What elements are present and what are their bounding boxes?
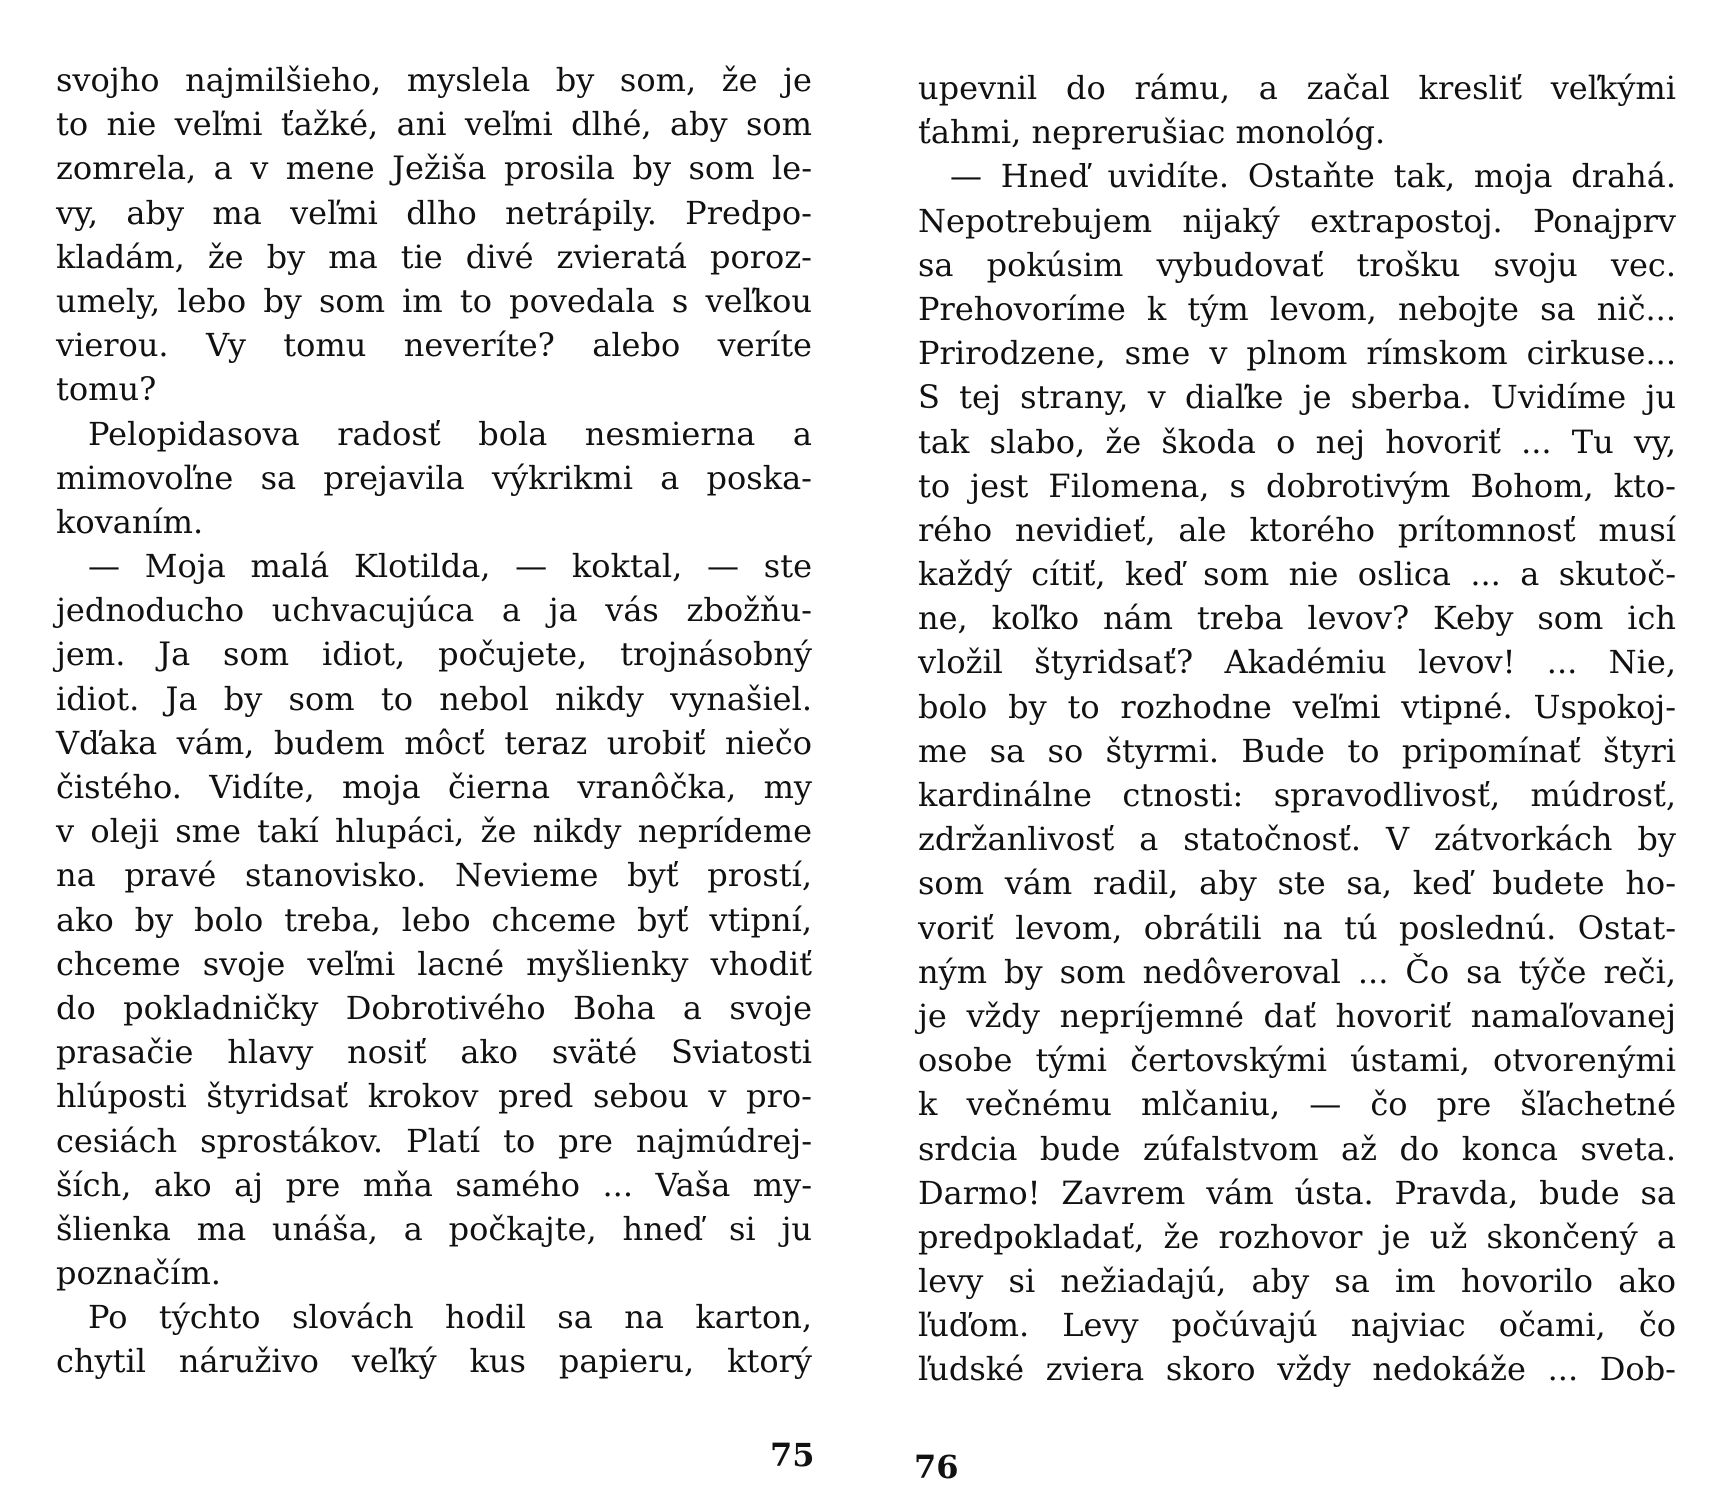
text-line: — Moja malá Klotilda, — koktal, — ste	[88, 547, 812, 586]
text-line: chytil náruživo veľký kus papieru, ktorý	[56, 1342, 812, 1381]
text-line: ších, ako aj pre mňa samého ... Vaša my-	[56, 1165, 812, 1204]
text-line: tak slabo, že škoda o nej hovoriť ... Tu vy,	[918, 422, 1676, 461]
text-line: S tej strany, v diaľke je sberba. Uvidíme ju	[918, 378, 1676, 417]
text-line: rého nevidieť, ale ktorého prítomnosť musí	[918, 510, 1676, 549]
text-line: Pelopidasova radosť bola nesmierna a	[88, 414, 812, 453]
page-number-right: 76	[914, 1448, 959, 1486]
right-page-text	[918, 66, 1676, 1392]
text-line: ným by som nedôveroval ... Čo sa týče reči,	[918, 952, 1676, 991]
text-line: idiot. Ja by som to nebol nikdy vynašiel.	[56, 679, 812, 718]
text-line: voriť levom, obrátili na tú poslednú. Ostat-	[918, 908, 1676, 947]
text-line: Prirodzene, sme v plnom rímskom cirkuse...	[918, 334, 1676, 373]
text-line: Darmo! Zavrem vám ústa. Pravda, bude sa	[918, 1173, 1676, 1212]
text-line: jednoducho uchvacujúca a ja vás zbožňu-	[56, 591, 812, 630]
text-line: Po týchto slovách hodil sa na karton,	[88, 1298, 812, 1337]
text-line: jem. Ja som idiot, počujete, trojnásobný	[56, 635, 812, 674]
text-line: — Hneď uvidíte. Ostaňte tak, moja drahá.	[950, 157, 1676, 196]
text-line: v oleji sme takí hlupáci, že nikdy neprídeme	[56, 812, 812, 851]
text-line: čistého. Vidíte, moja čierna vranôčka, my	[56, 768, 812, 806]
text-line: chceme svoje veľmi lacné myšlienky vhodiť	[56, 944, 812, 983]
text-line: zdržanlivosť a statočnosť. V zátvorkách by	[918, 820, 1676, 859]
text-line: prasačie hlavy nosiť ako sväté Sviatosti	[56, 1033, 812, 1072]
text-line: vy, aby ma veľmi dlho netrápily. Predpo-	[56, 193, 812, 232]
text-line: zomrela, a v mene Ježiša prosila by som le-	[56, 149, 812, 188]
text-line: je vždy nepríjemné dať hovoriť namaľovanej	[918, 996, 1676, 1035]
text-line: Prehovoríme k tým levom, nebojte sa nič...	[918, 289, 1676, 328]
text-line: srdcia bude zúfalstvom až do konca sveta.	[918, 1129, 1676, 1168]
text-line: mimovoľne sa prejavila výkrikmi a poska-	[56, 458, 812, 497]
text-line: cesiách sprostákov. Platí to pre najmúdrej-	[56, 1121, 812, 1160]
text-line: vložil štyridsať? Akadémiu levov! ... Nie,	[918, 643, 1676, 682]
text-line: osobe tými čertovskými ústami, otvorenými	[918, 1041, 1676, 1080]
text-line: to nie veľmi ťažké, ani veľmi dlhé, aby som	[56, 105, 812, 144]
text-line: ľudské zviera skoro vždy nedokáže ... Dob-	[918, 1350, 1676, 1389]
text-line: bolo by to rozhodne veľmi vtipné. Uspokoj-	[918, 687, 1676, 726]
text-line: ne, koľko nám treba levov? Keby som ich	[918, 599, 1676, 638]
text-line: k večnému mlčaniu, — čo pre šľachetné	[918, 1085, 1676, 1124]
text-line: Vďaka vám, budem môcť teraz urobiť niečo	[56, 723, 812, 762]
text-line: kladám, že by ma tie divé zvieratá poroz-	[56, 237, 812, 276]
text-line: ťahmi, neprerušiac monológ.	[918, 113, 1386, 152]
text-line: levy si nežiadajú, aby sa im hovorilo ako	[918, 1262, 1676, 1301]
text-line: šlienka ma unáša, a počkajte, hneď si ju	[56, 1209, 812, 1248]
text-line: me sa so štyrmi. Bude to pripomínať štyri	[918, 731, 1676, 770]
page-number-left: 75	[770, 1436, 815, 1474]
text-line: poznačím.	[56, 1254, 221, 1293]
left-page-text	[56, 58, 812, 1384]
text-line: na pravé stanovisko. Nevieme byť prostí,	[56, 856, 812, 895]
text-line: umely, lebo by som im to povedala s veľkou	[56, 281, 812, 320]
text-line: to jest Filomena, s dobrotivým Bohom, kto-	[918, 466, 1676, 505]
text-line: do pokladničky Dobrotivého Boha a svoje	[56, 988, 812, 1027]
text-line: Nepotrebujem nijaký extrapostoj. Ponajprv	[918, 201, 1676, 240]
text-line: upevnil do rámu, a začal kresliť veľkými	[918, 69, 1676, 107]
text-line: ako by bolo treba, lebo chceme byť vtipní,	[56, 900, 812, 939]
text-line: kardinálne ctnosti: spravodlivosť, múdrosť,	[918, 776, 1676, 814]
text-line: tomu?	[56, 370, 157, 409]
text-line: kovaním.	[56, 502, 204, 541]
text-line: každý cítiť, keď som nie oslica ... a skutoč-	[918, 555, 1676, 594]
text-line: predpokladať, že rozhovor je už skončený a	[918, 1217, 1676, 1256]
text-line: ľuďom. Levy počúvajú najviac očami, čo	[918, 1306, 1676, 1345]
text-line: vierou. Vy tomu neveríte? alebo veríte	[56, 326, 812, 365]
text-line: hlúposti štyridsať krokov pred sebou v pro-	[56, 1077, 812, 1116]
text-line: sa pokúsim vybudovať trošku svoju vec.	[918, 245, 1676, 284]
text-line: svojho najmilšieho, myslela by som, že je	[56, 61, 812, 99]
text-line: som vám radil, aby ste sa, keď budete ho-	[918, 864, 1676, 903]
